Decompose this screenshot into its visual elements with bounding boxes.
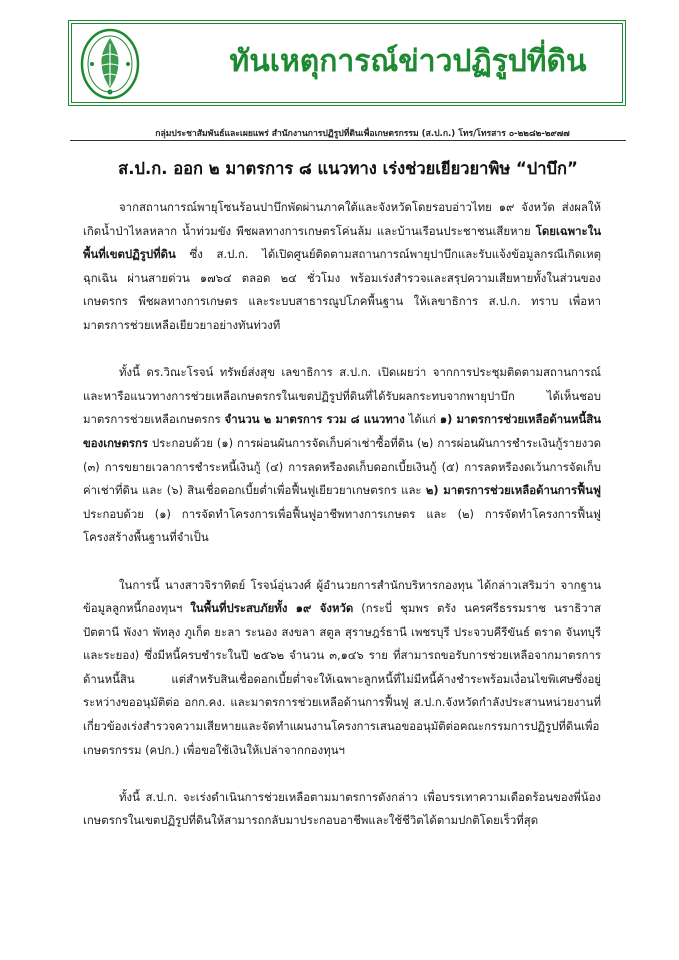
p2-text-e: ประกอบด้วย (๑) การผ่อนผันการจัดเก็บค่าเช่าซื้อที่ดิน (๒) การผ่อนผันการชำระเงินกู้รายงวด (๓) การขยายเวลาการชำระหนี้เงินกู้ (๔) การลดหรืองดเก็บดอกเบี้ยเงินกู้ (๕) การลดหรืองดเว้นการจัดเก็บค่าเช่าที่ดิน และ (๖) สินเชื่อดอกเบี้ยต่ำเพื่อฟื้นฟูเยียวยาเกษตรกร และ (83, 435, 601, 498)
alro-seal-icon (78, 26, 142, 102)
p2-bold-b: จำนวน ๒ มาตรการ รวม ๘ แนวทาง (224, 412, 405, 427)
p2-text-g: ประกอบด้วย (๑) การจัดทำโครงการเพื่อฟื้นฟูอาชีพทางการเกษตร และ (๒) การจัดทำโครงการฟื้นฟูโครงสร้างพื้นฐานที่จำเป็น (83, 506, 601, 545)
banner-title: ทันเหตุการณ์ข่าวปฏิรูปที่ดิน (229, 44, 587, 79)
headline: ส.ป.ก. ออก ๒ มาตรการ ๘ แนวทาง เร่งช่วยเยียวยาพิษ “ปาบึก” (118, 159, 578, 178)
p1-bold-b: โดยเฉพาะในพื้นที่เขตปฏิรูปที่ดิน (83, 223, 601, 262)
paragraph-1 (83, 196, 601, 338)
paragraph-3 (83, 574, 601, 763)
paragraph-4 (83, 786, 601, 833)
p2-text-a: ทั้งนี้ ดร.วิณะโรจน์ ทรัพย์ส่งสุข เลขาธิการ ส.ป.ก. เปิดเผยว่า จากการประชุมติดตามสถานการณ์และหารือแนวทางการช่วยเหลือเกษตรกรในเขตปฏิรูปที่ดินที่ได้รับผลกระทบจากพายุปาบึก ได้เห็นชอบมาตรการช่วยเหลือเกษตรกร (83, 365, 601, 427)
p2-bold-d: ๑) มาตรการช่วยเหลือด้านหนี้สินของเกษตรกร (83, 412, 601, 450)
p2-bold-f: ๒) มาตรการช่วยเหลือด้านการฟื้นฟู (425, 483, 601, 498)
department-line: กลุ่มประชาสัมพันธ์และเผยแพร่ สำนักงานการปฏิรูปที่ดินเพื่อเกษตรกรรม (ส.ป.ก.) โทร/โทรสาร ๐-๒๒๘๒-๒๙๗๗ (155, 129, 570, 139)
p3-text-c: (กระบี่ ชุมพร ตรัง นครศรีธรรมราช นราธิวาส ปัตตานี พังงา พัทลุง ภูเก็ต ยะลา ระนอง สงขลา สตูล สุราษฎร์ธานี เพชรบุรี ประจวบคีรีขันธ์ ตราด จันทบุรี และระยอง) ซึ่งมีหนี้ครบชำระในปี ๒๕๖๒ จำนวน ๓,๑๔๖ ราย ที่สามารถขอรับการช่วยเหลือจากมาตรการด้านหนี้สิน แต่สำหรับสินเชื่อดอกเบี้ยต่ำจะให้เฉพาะลูกหนี้ที่ไม่มีหนี้ค้างชำระพร้อมเงื่อนไขพิเศษซึ่งอยู่ระหว่างขออนุมัติต่อ อกก.คง. และมาตรการช่วยเหลือด้านการฟื้นฟู ส.ป.ก.จังหวัดกำลังประสานหน่วยงานที่เกี่ยวข้องเร่งสำรวจความเสียหายและจัดทำแผนงานโครงการเสนอขออนุมัติต่อคณะกรรมการปฏิรูปที่ดินเพื่อเกษตรกรรม (คปก.) เพื่อขอใช้เงินให้เปล่าจากกองทุนฯ (83, 601, 602, 757)
header-rule (70, 140, 626, 141)
p4-text-a: ทั้งนี้ ส.ป.ก. จะเร่งดำเนินการช่วยเหลือตามมาตรการดังกล่าว เพื่อบรรเทาความเดือดร้อนของพี่น้องเกษตรกรในเขตปฏิรูปที่ดินให้สามารถกลับมาประกอบอาชีพและใช้ชีวิตได้ตามปกติโดยเร็วที่สุด (83, 789, 601, 828)
article-body (83, 196, 601, 857)
p1-text-c: ซึ่ง ส.ป.ก. ได้เปิดศูนย์ติดตามสถานการณ์พายุปาบึกและรับแจ้งข้อมูลกรณีเกิดเหตุฉุกเฉิน ผ่านสายด่วน ๑๗๖๔ ตลอด ๒๔ ชั่วโมง พร้อมเร่งสำรวจและสรุปความเสียหายทั้งในส่วนของเกษตรกร พืชผลทางการเกษตร และระบบสาธารณูปโภคพื้นฐาน ให้เลขาธิการ ส.ป.ก. ทราบ เพื่อหามาตรการช่วยเหลือเยียวยาอย่างทันท่วงที (83, 247, 601, 332)
paragraph-2 (83, 361, 601, 550)
p1-text-a: จากสถานการณ์พายุโซนร้อนปาบึกพัดผ่านภาคใต้และจังหวัดโดยรอบอ่าวไทย ๑๙ จังหวัด ส่งผลให้เกิดน้ำป่าไหลหลาก น้ำท่วมขัง พืชผลทางการเกษตรโค่นล้ม และบ้านเรือนประชาชนเสียหาย (83, 200, 601, 238)
p2-text-c: ได้แก่ (404, 412, 440, 427)
p3-bold-b: ในพื้นที่ประสบภัยทั้ง ๑๙ จังหวัด (190, 601, 354, 616)
p3-text-a: ในการนี้ นางสาวจิราทิตย์ โรจน์อุ่นวงศ์ ผู้อำนวยการสำนักบริหารกองทุน ได้กล่าวเสริมว่า จากฐานข้อมูลลูกหนี้กองทุนฯ (83, 577, 601, 616)
